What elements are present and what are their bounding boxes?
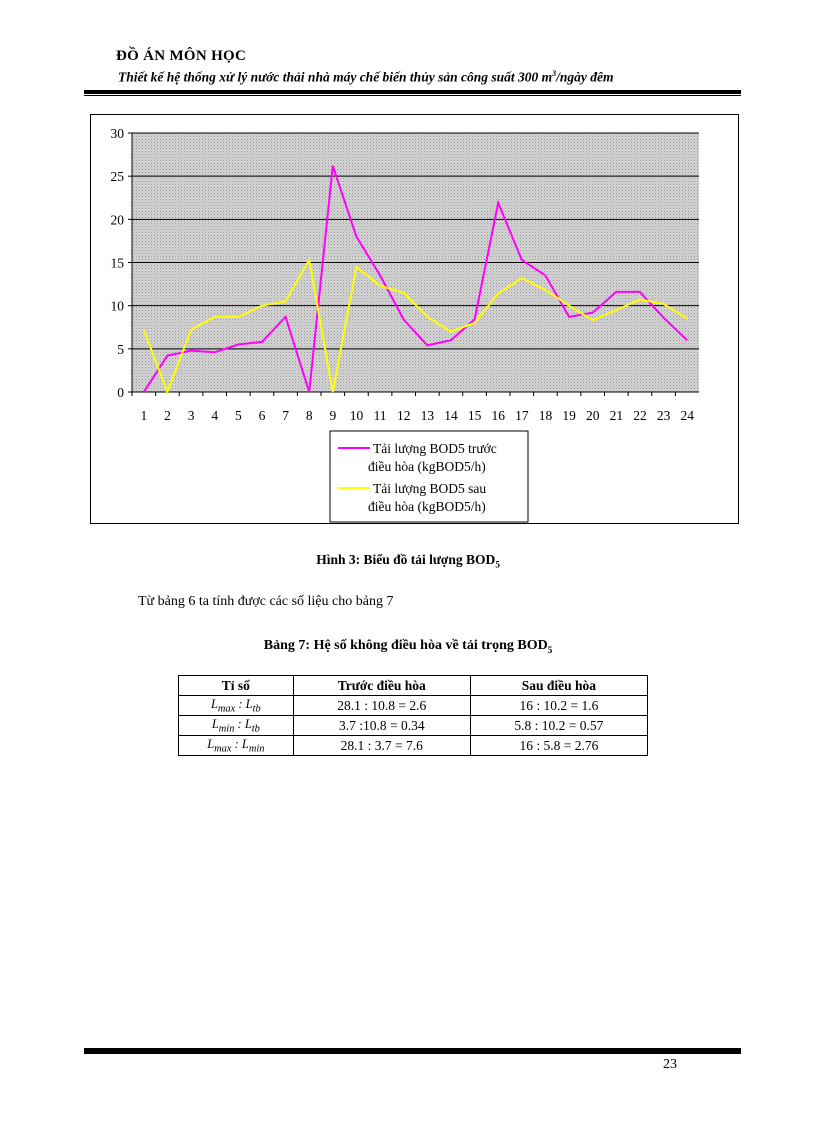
figure-caption (0, 552, 816, 570)
chart-frame (90, 114, 739, 524)
ratio-cell (179, 736, 294, 756)
legend-label-after-line1: Tải lượng BOD5 sau (373, 481, 487, 496)
figure-caption-text: Hình 3: Biểu đồ tải lượng BOD (316, 552, 496, 567)
table-header-row (179, 676, 648, 696)
after-cell: 5.8 : 10.2 = 0.57 (470, 716, 647, 736)
ratio-symbol-a: L (210, 696, 218, 711)
table-row (179, 736, 648, 756)
table-title-sub: 5 (547, 644, 553, 655)
coefficient-table (178, 675, 648, 756)
ratio-cell (179, 716, 294, 736)
x-tick-label: 21 (609, 408, 624, 423)
x-tick-label: 12 (396, 408, 411, 423)
x-tick-label: 24 (680, 408, 694, 423)
ratio-sub-b: tb (252, 703, 261, 715)
header-title: ĐỒ ÁN MÔN HỌC (116, 48, 247, 64)
legend-label-after-line2: điều hòa (kgBOD5/h) (368, 499, 486, 514)
body-paragraph: Từ bảng 6 ta tính được các số liệu cho bảng 7 (138, 594, 394, 609)
x-tick-label: 22 (633, 408, 647, 423)
col-header-before: Trước điều hòa (293, 676, 470, 696)
ratio-symbol-b: L (244, 716, 252, 731)
ratio-sub-a: max (217, 703, 236, 715)
ratio-sep: : (234, 716, 245, 731)
before-cell: 28.1 : 3.7 = 7.6 (293, 736, 470, 756)
x-tick-label: 4 (211, 408, 219, 423)
x-tick-label: 23 (656, 408, 671, 423)
header-rule (84, 90, 741, 94)
x-tick-label: 2 (164, 408, 171, 423)
figure-caption-sub: 5 (495, 559, 500, 570)
table-title-text: Bảng 7: Hệ số không điều hòa về tải trọng BOD (263, 638, 548, 653)
y-tick-label: 5 (117, 341, 124, 357)
ratio-symbol-b: L (245, 696, 253, 711)
y-tick-label: 20 (110, 212, 124, 228)
y-tick-label: 10 (110, 298, 124, 314)
x-tick-label: 17 (515, 408, 529, 423)
header-subtitle (118, 69, 613, 86)
table-row (179, 716, 648, 736)
x-tick-label: 11 (373, 408, 387, 423)
x-tick-label: 9 (329, 408, 337, 423)
ratio-sub-b: min (248, 743, 265, 755)
x-tick-label: 6 (258, 408, 266, 423)
x-tick-label: 15 (467, 408, 482, 423)
x-tick-label: 5 (234, 408, 242, 423)
after-cell: 16 : 5.8 = 2.76 (470, 736, 647, 756)
y-tick-label: 30 (110, 126, 124, 141)
ratio-sep: : (235, 696, 246, 711)
header-subtitle-main: Thiết kế hệ thống xử lý nước thải nhà máy chế biến thủy sản công suất 300 m (118, 69, 553, 85)
y-tick-label: 0 (117, 385, 124, 400)
table-title (0, 638, 816, 655)
before-cell: 3.7 :10.8 = 0.34 (293, 716, 470, 736)
chart-legend (330, 431, 528, 522)
footer-rule (84, 1048, 741, 1054)
ratio-sep: : (231, 736, 242, 751)
after-cell: 16 : 10.2 = 1.6 (470, 696, 647, 716)
ratio-sub-a: min (218, 723, 235, 735)
x-tick-label: 7 (282, 408, 289, 423)
header-rule-thin (84, 95, 741, 96)
ratio-symbol-a: L (211, 716, 219, 731)
header-subtitle-tail: /ngày đêm (556, 69, 614, 85)
x-tick-label: 8 (305, 408, 313, 423)
before-cell: 28.1 : 10.8 = 2.6 (293, 696, 470, 716)
x-tick-label: 1 (140, 408, 148, 423)
ratio-symbol-b: L (241, 736, 249, 751)
page-number: 23 (663, 1057, 677, 1072)
x-tick-label: 16 (491, 408, 505, 423)
x-tick-label: 14 (444, 408, 458, 423)
ratio-sub-a: max (214, 743, 232, 755)
x-tick-label: 20 (585, 408, 600, 423)
y-tick-label: 25 (110, 169, 124, 185)
x-tick-label: 10 (349, 408, 364, 423)
col-header-after: Sau điều hòa (470, 676, 647, 696)
x-tick-label: 3 (187, 408, 195, 423)
y-tick-label: 15 (110, 255, 124, 271)
header-subtitle-sup: 3 (552, 69, 557, 78)
x-tick-label: 18 (538, 408, 553, 423)
legend-label-before-line1: Tải lượng BOD5 trước (373, 441, 497, 456)
col-header-ratio: Tỉ số (179, 676, 294, 696)
table-row (179, 696, 648, 716)
x-tick-label: 19 (562, 408, 576, 423)
ratio-cell (179, 696, 294, 716)
x-tick-label: 13 (420, 408, 435, 423)
legend-label-before-line2: điều hòa (kgBOD5/h) (368, 459, 486, 474)
bod-load-chart (91, 115, 740, 525)
ratio-symbol-a: L (207, 736, 215, 751)
ratio-sub-b: tb (251, 723, 260, 735)
